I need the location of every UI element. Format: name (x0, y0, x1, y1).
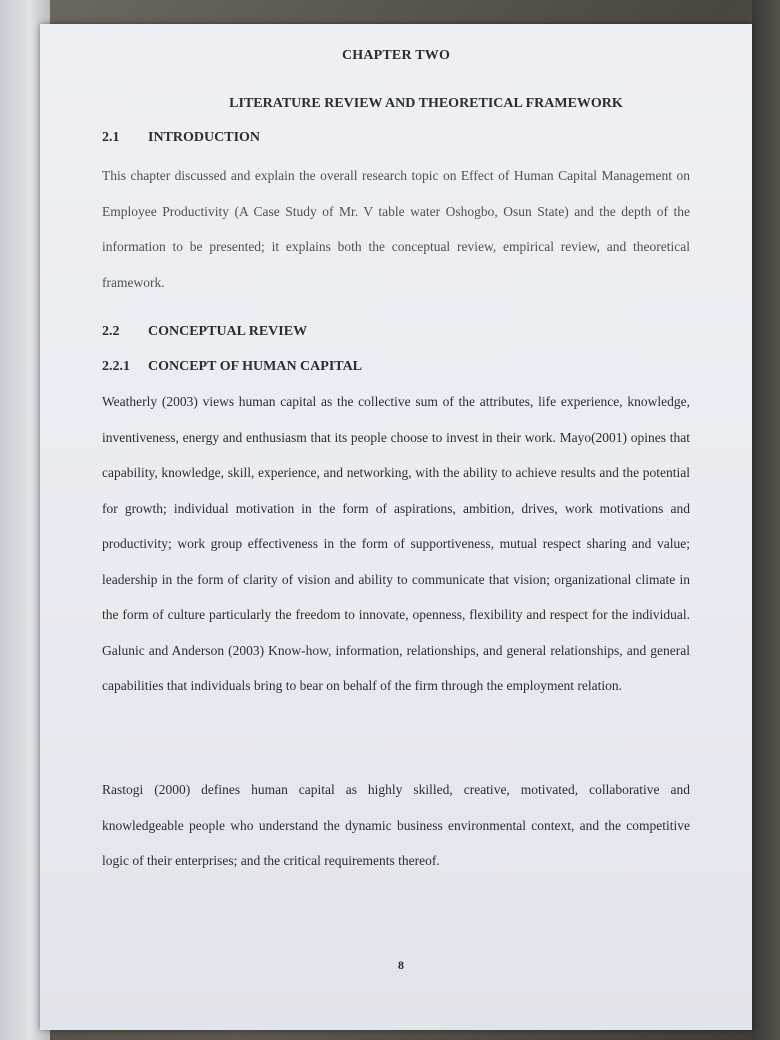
page-number: 8 (398, 958, 404, 972)
section-title: CONCEPT OF HUMAN CAPITAL (148, 359, 363, 374)
section-title: CONCEPTUAL REVIEW (148, 324, 308, 339)
binding-edge (752, 0, 780, 1040)
document-page (40, 24, 752, 1030)
section-number: 2.1 (102, 130, 120, 145)
human-capital-paragraph-1: Weatherly (2003) views human capital as the collective sum of the attributes, life experience, knowledge, inventiveness, energy and enthusiasm that its people choose to invest in their work. Mayo(2001) opines that capability, knowledge, skill, experience, and networking, with the ability to achieve results and the potential for growth; individual motivation in the form of aspirations, ambition, drives, work motivations and productivity; work group effectiveness in the form of supportiveness, mutual respect sharing and value; leadership in the form of clarity of vision and ability to communicate that vision; organizational climate in the form of culture particularly the freedom to innovate, openness, flexibility and respect for the individual. Galunic and Anderson (2003) Know-how, information, relationships, and general relationships, and general capabilities that individuals bring to bear on behalf of the firm through the employment relation. (102, 394, 690, 693)
chapter-label: CHAPTER TWO (341, 48, 451, 63)
section-title: INTRODUCTION (148, 130, 261, 145)
section-heading-2-2-1 (102, 359, 362, 375)
chapter-title: LITERATURE REVIEW AND THEORETICAL FRAMEWORK (229, 96, 623, 111)
section-number: 2.2.1 (102, 359, 130, 374)
human-capital-paragraph-2: Rastogi (2000) defines human capital as highly skilled, creative, motivated, collaborative and knowledgeable people who understand the dynamic business environmental context, and the competitive logic of their enterprises; and the critical requirements thereof. (102, 782, 690, 868)
section-number: 2.2 (102, 324, 120, 339)
section-heading-2-2 (102, 324, 307, 340)
section-heading-2-1 (102, 130, 260, 146)
introduction-paragraph: This chapter discussed and explain the overall research topic on Effect of Human Capital Management on Employee Productivity (A Case Study of Mr. V table water Oshogbo, Osun State) and the depth of the information to be presented; it explains both the conceptual review, empirical review, and theoretical framework. (102, 168, 690, 290)
